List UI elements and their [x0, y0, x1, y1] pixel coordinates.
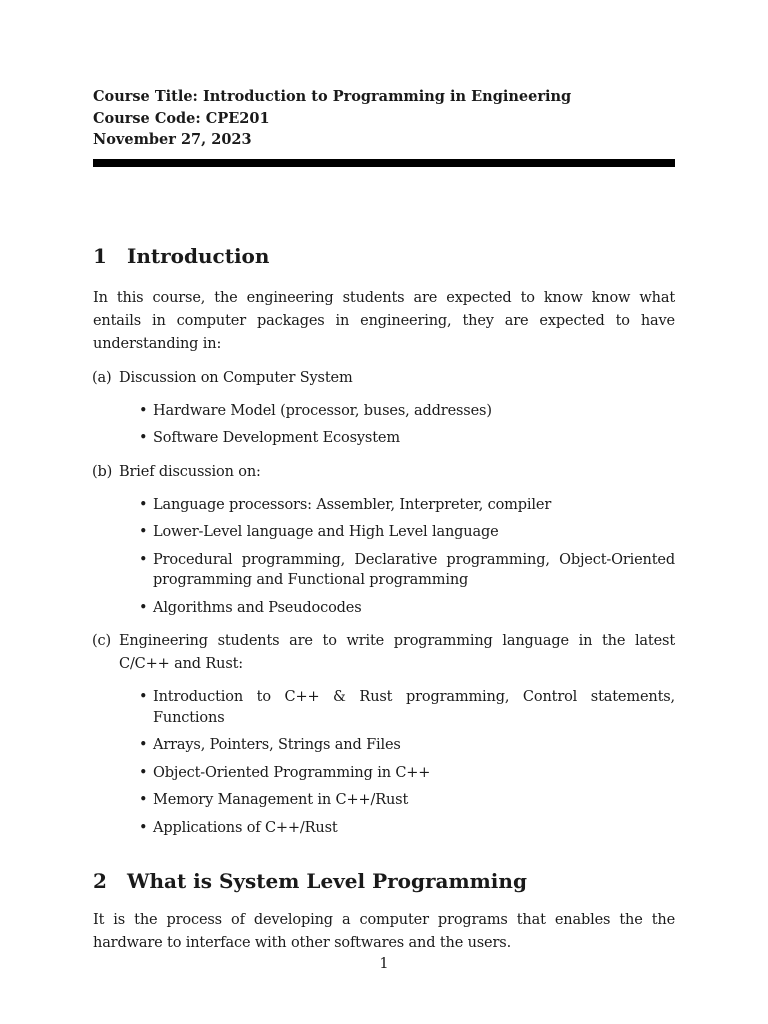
bullet-icon: •	[139, 689, 148, 705]
bullet-list	[93, 687, 675, 838]
section-title: Introduction	[127, 243, 270, 268]
section-intro-paragraph: It is the process of developing a computer programs that enables the the hardware to interface with other softwares and the users.	[93, 912, 675, 951]
section-number: 1	[93, 243, 107, 268]
section-heading	[93, 243, 675, 269]
list-item: • Memory Management in C++/Rust	[93, 790, 675, 811]
section-intro-paragraph: In this course, the engineering students are expected to know know what entails in computer packages in engineering, they are expected to have understanding in:	[93, 289, 675, 352]
bullet-icon: •	[139, 402, 148, 419]
document-date: November 27, 2023	[93, 131, 252, 148]
document-page	[93, 86, 675, 955]
bullet-icon: •	[139, 792, 148, 808]
enum-marker: (c)	[92, 633, 111, 649]
section-title: What is System Level Programming	[127, 869, 527, 893]
enum-text: Discussion on Computer System	[119, 369, 353, 386]
header-rule	[93, 159, 675, 167]
enum-text: Brief discussion on:	[119, 463, 261, 480]
list-item: • Object-Oriented Programming in C++	[93, 763, 675, 784]
list-item: • Procedural programming, Declarative programming, Object-Oriented programming and Functional programming	[139, 551, 675, 588]
section-introduction	[93, 243, 675, 839]
enum-text: Engineering students are to write programming language in the latest C/C++ and Rust:	[119, 633, 675, 672]
course-code: Course Code: CPE201	[93, 109, 270, 127]
list-item: • Introduction to C++ & Rust programming, Control statements, Functions	[139, 689, 675, 726]
bullet-icon: •	[139, 764, 148, 781]
enum-marker: (b)	[92, 463, 113, 480]
page-number: 1	[379, 956, 389, 972]
course-title: Course Title: Introduction to Programming in Engineering	[93, 88, 572, 105]
bullet-icon: •	[139, 737, 148, 753]
bullet-icon: •	[139, 551, 148, 568]
enum-marker: (a)	[92, 369, 112, 386]
list-item: • Lower-Level language and High Level language	[93, 522, 675, 543]
list-item: • Hardware Model (processor, buses, addresses)	[93, 401, 675, 422]
bullet-list	[93, 401, 675, 449]
bullet-icon: •	[139, 599, 148, 616]
enum-item	[93, 630, 675, 676]
list-item: • Applications of C++/Rust	[93, 818, 675, 839]
bullet-icon: •	[139, 496, 148, 513]
section-heading	[93, 868, 675, 894]
section-number: 2	[93, 869, 107, 893]
bullet-icon: •	[139, 819, 148, 836]
document-header	[93, 86, 675, 151]
bullet-list	[93, 495, 675, 619]
list-item: • Software Development Ecosystem	[93, 428, 675, 449]
enum-item	[93, 461, 675, 484]
section-system-level-programming	[93, 868, 675, 955]
enum-item	[93, 367, 675, 390]
list-item: • Algorithms and Pseudocodes	[93, 598, 675, 619]
list-item: • Arrays, Pointers, Strings and Files	[93, 735, 675, 756]
bullet-icon: •	[139, 430, 148, 446]
bullet-icon: •	[139, 524, 148, 540]
list-item: • Language processors: Assembler, Interpreter, compiler	[93, 495, 675, 516]
